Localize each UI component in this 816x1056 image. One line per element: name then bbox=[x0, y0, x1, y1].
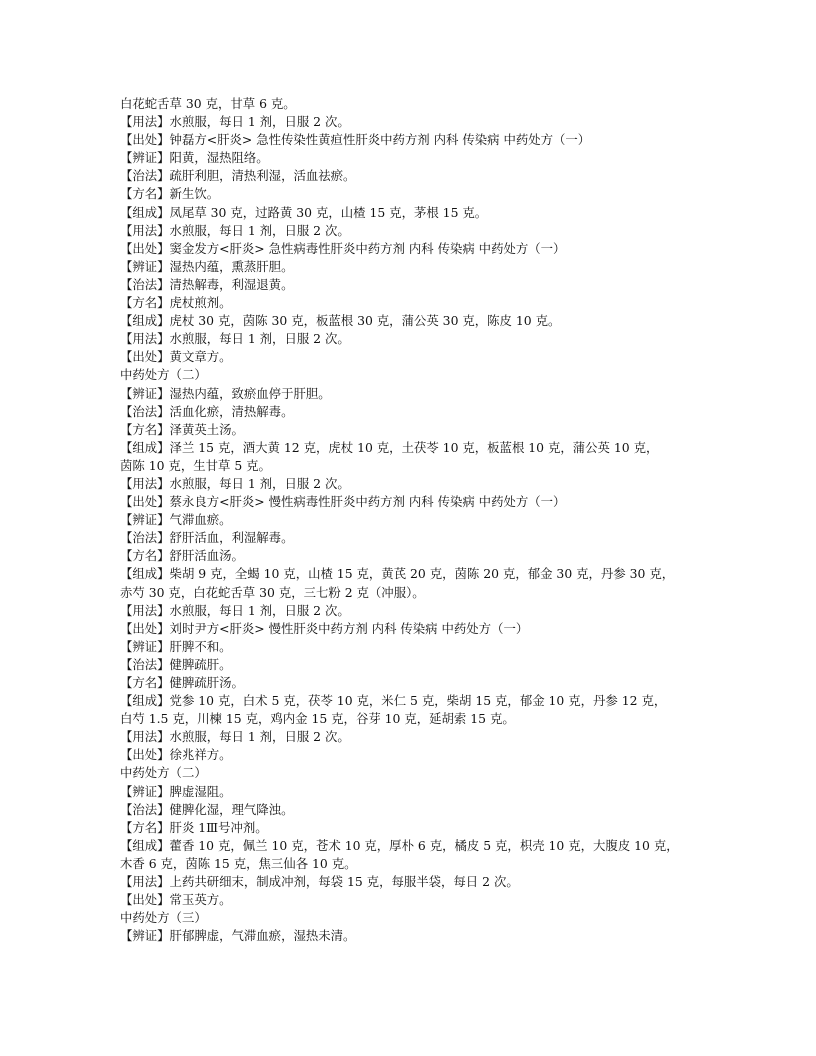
text-line: 【组成】虎杖 30 克，茵陈 30 克，板蓝根 30 克，蒲公英 30 克，陈皮 10 克。 bbox=[120, 313, 561, 329]
text-line: 【组成】藿香 10 克，佩兰 10 克，苍术 10 克，厚朴 6 克，橘皮 5 克，枳壳 10 克，大腹皮 10 克， bbox=[120, 837, 679, 853]
text-line: 【治法】清热解毒，利湿退黄。 bbox=[120, 276, 294, 292]
text-line: 【辨证】湿热内蕴，熏蒸肝胆。 bbox=[120, 258, 294, 274]
text-line: 【用法】水煎服，每日 1 剂，日服 2 次。 bbox=[120, 602, 350, 618]
document-page bbox=[120, 95, 700, 945]
text-line: 【辨证】肝郁脾虚，气滞血瘀，湿热未清。 bbox=[120, 928, 356, 944]
text-line: 【用法】水煎服，每日 1 剂，日服 2 次。 bbox=[120, 114, 350, 130]
text-line: 【治法】健脾疏肝。 bbox=[120, 656, 232, 672]
text-line: 木香 6 克，茵陈 15 克，焦三仙各 10 克。 bbox=[120, 855, 357, 871]
text-line: 【辨证】肝脾不和。 bbox=[120, 638, 232, 654]
text-line: 【用法】上药共研细末，制成冲剂，每袋 15 克，每服半袋，每日 2 次。 bbox=[120, 874, 519, 890]
text-line: 【出处】徐兆祥方。 bbox=[120, 747, 232, 763]
text-line: 【治法】健脾化湿，理气降浊。 bbox=[120, 801, 294, 817]
text-line: 【用法】水煎服，每日 1 剂，日服 2 次。 bbox=[120, 222, 350, 238]
text-line: 【方名】健脾疏肝汤。 bbox=[120, 675, 244, 690]
text-line: 【出处】窦金发方<肝炎> 急性病毒性肝炎中药方剂 内科 传染病 中药处方（一） bbox=[120, 240, 566, 256]
text-line: 【方名】舒肝活血汤。 bbox=[120, 548, 244, 564]
text-line: 【方名】新生饮。 bbox=[120, 186, 220, 202]
text-line: 中药处方（三） bbox=[120, 910, 207, 926]
text-line: 【辨证】脾虚湿阻。 bbox=[120, 783, 232, 799]
text-line: 【出处】蔡永良方<肝炎> 慢性病毒性肝炎中药方剂 内科 传染病 中药处方（一） bbox=[120, 494, 566, 510]
text-line: 【治法】疏肝利胆，清热利湿，活血祛瘀。 bbox=[120, 168, 356, 184]
text-line: 【组成】柴胡 9 克，全蝎 10 克，山楂 15 克，黄芪 20 克，茵陈 20 克，郁金 30 克，丹参 30 克， bbox=[120, 566, 675, 582]
text-line: 【用法】水煎服，每日 1 剂，日服 2 次。 bbox=[120, 729, 350, 745]
text-line: 【辨证】阳黄，湿热阻络。 bbox=[120, 150, 269, 166]
text-line: 【治法】舒肝活血，利湿解毒。 bbox=[120, 530, 294, 546]
text-line: 【出处】常玉英方。 bbox=[120, 892, 232, 908]
text-line: 【治法】活血化瘀，清热解毒。 bbox=[120, 403, 294, 419]
text-line: 赤芍 30 克，白花蛇舌草 30 克，三七粉 2 克（冲服）。 bbox=[120, 584, 425, 600]
text-line: 【组成】凤尾草 30 克，过路黄 30 克，山楂 15 克，茅根 15 克。 bbox=[120, 204, 488, 220]
text-line: 【出处】黄文章方。 bbox=[120, 349, 232, 365]
text-line: 【出处】钟磊方<肝炎> 急性传染性黄疸性肝炎中药方剂 内科 传染病 中药处方（一） bbox=[120, 132, 591, 148]
text-line: 【方名】泽黄英土汤。 bbox=[120, 421, 244, 437]
text-line: 茵陈 10 克，生甘草 5 克。 bbox=[120, 457, 271, 473]
text-line: 【出处】刘时尹方<肝炎> 慢性肝炎中药方剂 内科 传染病 中药处方（一） bbox=[120, 620, 529, 636]
text-line: 中药处方（二） bbox=[120, 367, 207, 383]
text-line: 白芍 1.5 克，川楝 15 克，鸡内金 15 克，谷芽 10 克，延胡索 15 克。 bbox=[120, 711, 515, 727]
text-line: 【组成】泽兰 15 克，酒大黄 12 克，虎杖 10 克，土茯苓 10 克，板蓝根 10 克，蒲公英 10 克， bbox=[120, 439, 659, 455]
text-line: 【方名】肝炎 1Ⅲ号冲剂。 bbox=[120, 819, 268, 835]
text-line: 【辨证】湿热内蕴，致瘀血停于肝胆。 bbox=[120, 385, 331, 401]
text-line: 【用法】水煎服，每日 1 剂，日服 2 次。 bbox=[120, 331, 350, 347]
text-line: 白花蛇舌草 30 克，甘草 6 克。 bbox=[120, 96, 296, 111]
text-line: 【辨证】气滞血瘀。 bbox=[120, 512, 232, 528]
text-line: 【方名】虎杖煎剂。 bbox=[120, 295, 232, 311]
text-line: 【用法】水煎服，每日 1 剂，日服 2 次。 bbox=[120, 475, 350, 491]
text-line: 【组成】党参 10 克，白术 5 克，茯苓 10 克，米仁 5 克，柴胡 15 克，郁金 10 克，丹参 12 克， bbox=[120, 693, 667, 709]
text-line: 中药处方（二） bbox=[120, 765, 207, 781]
